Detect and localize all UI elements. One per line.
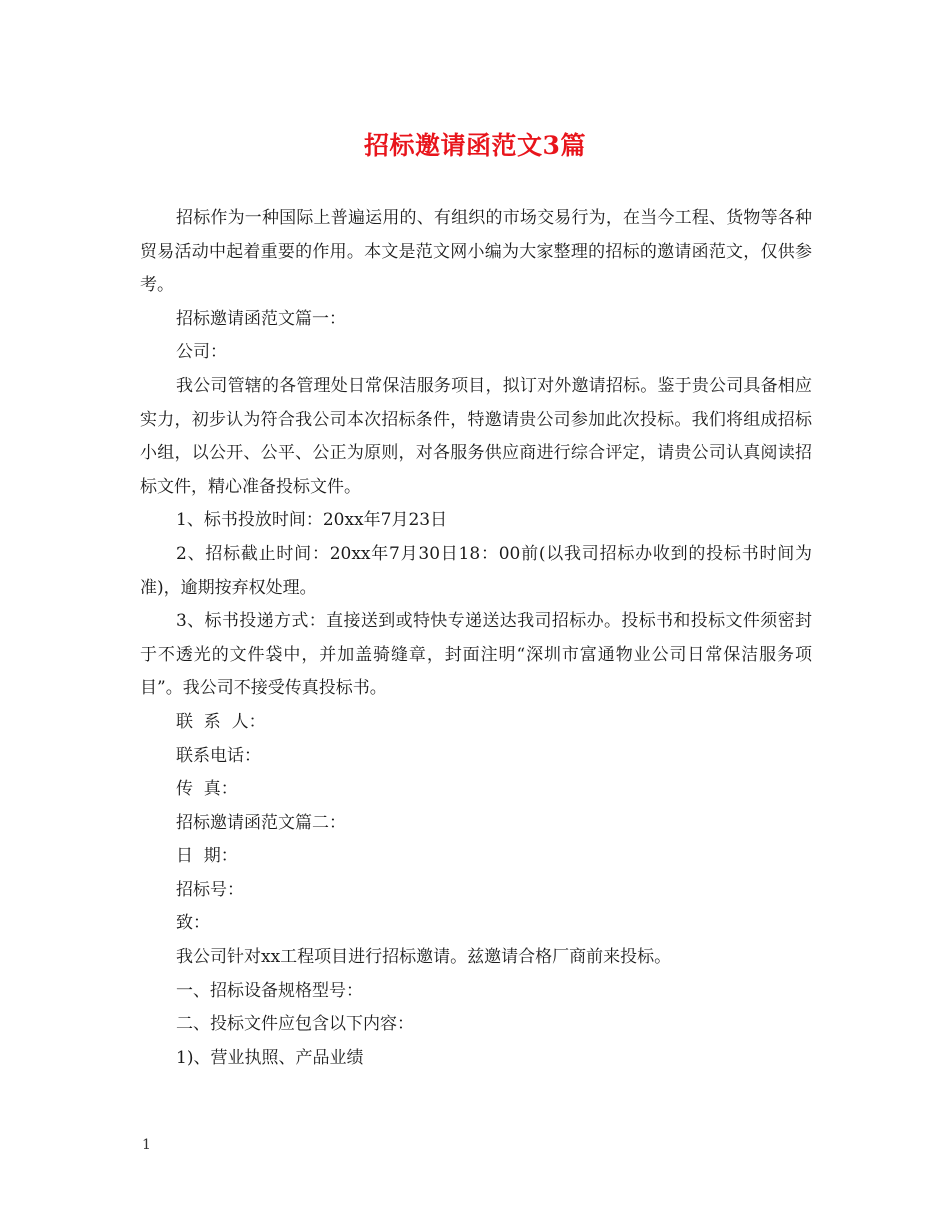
- paragraph-section-two-heading: 招标邀请函范文篇二：: [176, 812, 346, 833]
- paragraph-tender-number: 招标号：: [176, 879, 244, 900]
- paragraph-item-1: 1、标书投放时间：20xx年7月23日: [176, 510, 448, 531]
- paragraph-project-invitation: 我公司针对xx工程项目进行招标邀请。兹邀请合格厂商前来投标。: [176, 947, 672, 968]
- paragraph-intro: 招标作为一种国际上普遍运用的、有组织的市场交易行为，在当今工程、货物等各种贸易活动中起着重要的作用。本文是范文网小编为大家整理的招标的邀请函范文，仅供参考。: [140, 208, 812, 296]
- page-number: 1: [142, 1137, 151, 1153]
- paragraph-license-performance: 1)、营业执照、产品业绩: [176, 1047, 364, 1068]
- paragraph-equipment-spec: 一、招标设备规格型号：: [176, 980, 363, 1001]
- paragraph-section-one-heading: 招标邀请函范文篇一：: [176, 308, 346, 329]
- document-body: [140, 202, 812, 1075]
- document-title: 招标邀请函范文3篇: [364, 131, 586, 160]
- paragraph-item-3: 3、标书投递方式：直接送到或特快专递送达我司招标办。投标书和投标文件须密封于不透光的文件袋中，并加盖骑缝章，封面注明“深圳市富通物业公司日常保洁服务项目”。我公司不接受传真投标书。: [140, 611, 812, 699]
- paragraph-invitation-body: 我公司管辖的各管理处日常保洁服务项目，拟订对外邀请招标。鉴于贵公司具备相应实力，初步认为符合我公司本次招标条件，特邀请贵公司参加此次投标。我们将组成招标小组，以公开、公平、公正为原则，对各服务供应商进行综合评定，请贵公司认真阅读招标文件，精心准备投标文件。: [140, 375, 812, 497]
- paragraph-date: 日 期：: [176, 846, 238, 867]
- paragraph-company-salutation: 公司：: [176, 342, 227, 363]
- paragraph-to: 致：: [176, 913, 210, 934]
- paragraph-fax: 传 真：: [176, 779, 238, 800]
- paragraph-contact-phone: 联系电话：: [176, 745, 261, 766]
- paragraph-item-2: 2、招标截止时间：20xx年7月30日18：00前(以我司招标办收到的投标书时间为准)，逾期按弃权处理。: [140, 543, 812, 598]
- paragraph-contact-person: 联 系 人：: [176, 711, 266, 732]
- paragraph-bid-contents: 二、投标文件应包含以下内容：: [176, 1014, 414, 1035]
